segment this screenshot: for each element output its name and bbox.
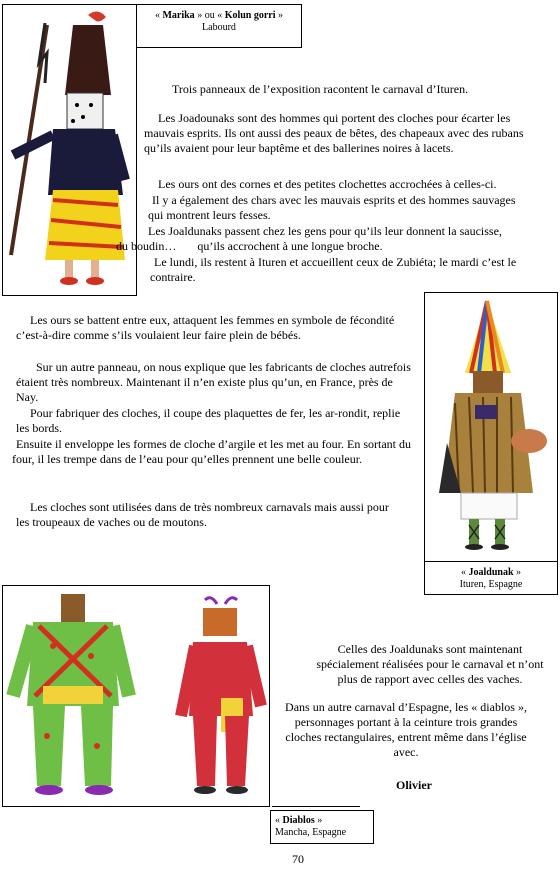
caption-place-mancha: Mancha, Espagne (275, 827, 347, 838)
diablos-drawing-frame (2, 585, 270, 807)
caption-diablos (270, 810, 374, 844)
paragraph-fabriquer: Pour fabriquer des cloches, il coupe des plaquettes de fer, les ar-rondit, replie les bords. (16, 406, 401, 435)
paragraph-diablos: Dans un autre carnaval d’Espagne, les « diablos », personnages portant à la ceinture trois grandes cloches rectangulaires, entrent même dans l’église avec. (285, 700, 527, 759)
paragraph-carnavals: Les cloches sont utilisées dans de très nombreux carnavals mais aussi pour les troupeaux de vaches ou de moutons. (16, 500, 389, 529)
diablos-drawing (3, 586, 269, 806)
caption-name-diablos: Diablos (282, 815, 315, 826)
paragraph-ours-battent: Les ours se battent entre eux, attaquent les femmes en symbole de fécondité c’est-à-dire comme s’ils voulaient leur faire plein de bébés. (16, 313, 395, 342)
quote-close: » (275, 10, 284, 21)
caption-diablos-line (272, 806, 360, 807)
caption-place-labourd: Labourd (202, 22, 236, 33)
caption-place-ituren: Ituren, Espagne (459, 579, 523, 590)
caption-name-marika: Marika (162, 10, 195, 21)
caption-name-kolun-gorri: Kolun gorri (224, 10, 276, 21)
paragraph-fabricants: Sur un autre panneau, on nous explique que les fabricants de cloches autrefois étaient très nombreux. Maintenant il n’en existe plus qu’un, en France, près de Nay. (16, 360, 411, 404)
quote-mid: » ou « (194, 10, 225, 21)
paragraph-saucisse: Les Joaldunaks passent chez les gens pour qu’ils leur donnent la saucisse, (148, 224, 502, 238)
paragraph-ours-cornes: Les ours ont des cornes et des petites clochettes accrochées à celles-ci. (158, 177, 497, 191)
quote-open: « (460, 567, 469, 578)
paragraph-chars: Il y a également des chars avec les mauvais esprits et des hommes sauvages qui montrent leurs fesses. (148, 193, 516, 222)
author-signature: Olivier (396, 778, 432, 792)
paragraph-argile: Ensuite il enveloppe les formes de cloche d’argile et les met au four. En sortant du four, il les trempe dans de l’eau pour qu’elles prennent une belle couleur. (12, 437, 411, 466)
paragraph-joaldunaks-cloches: Celles des Joaldunaks sont maintenant spécialement réalisées pour le carnaval et n’ont plus de rapport avec celles des vaches. (316, 642, 544, 686)
intro-paragraph: Trois panneaux de l’exposition racontent le carnaval d’Ituren. (172, 82, 469, 96)
page-number: 70 (292, 852, 304, 866)
caption-marika (136, 4, 302, 48)
caption-name-joaldunak: Joaldunak (468, 567, 514, 578)
quote-close: » (314, 815, 323, 826)
paragraph-joadounaks: Les Joadounaks sont des hommes qui portent des cloches pour écarter les mauvais esprits. Ils ont aussi des peaux de bêtes, des chapeaux avec des rubans qu’ils avaient pour leur baptême et des ballerines noires à lacets. (144, 111, 524, 155)
paragraph-lundi: Le lundi, ils restent à Ituren et accueillent ceux de Zubiéta; le mardi c’est le contraire. (150, 255, 517, 284)
quote-open: « (275, 815, 283, 826)
joaldunak-drawing-frame (424, 292, 558, 562)
quote-open: « (154, 10, 163, 21)
paragraph-boudin: du boudin… qu’ils accrochent à une longue broche. (116, 239, 383, 253)
joaldunak-drawing (425, 293, 557, 561)
quote-close: » (513, 567, 522, 578)
caption-joaldunak (424, 561, 558, 595)
